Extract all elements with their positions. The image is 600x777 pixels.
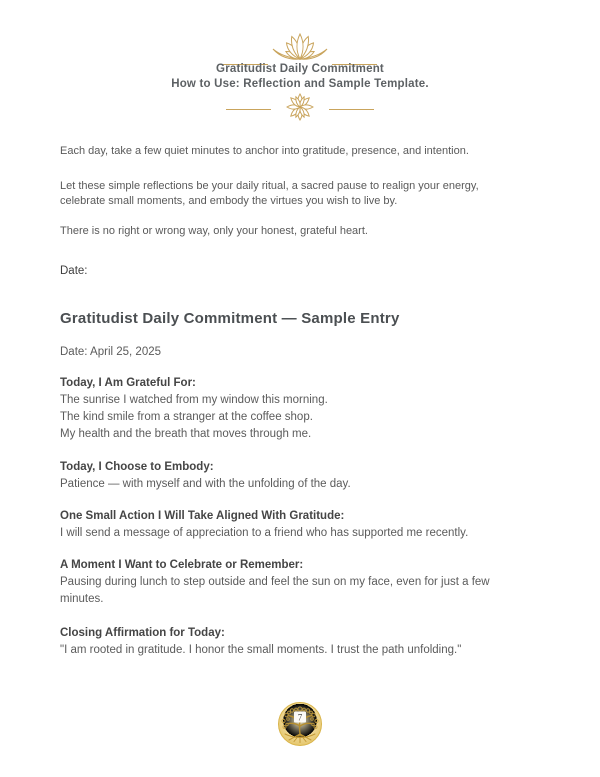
intro-paragraph-1: Each day, take a few quiet minutes to anchor into gratitude, presence, and intention. <box>60 145 469 157</box>
section-line: Patience — with myself and with the unfolding of the day. <box>60 478 351 490</box>
paragraph-line: celebrate small moments, and embody the virtues you wish to live by. <box>60 195 398 207</box>
tree-of-life-icon <box>277 701 323 747</box>
ornament-line-left <box>226 109 271 110</box>
section-line: The sunrise I watched from my window this morning. <box>60 394 328 406</box>
sample-entry-heading: Gratitudist Daily Commitment — Sample Entry <box>60 310 400 327</box>
section-moment-to-celebrate <box>60 557 544 608</box>
section-label: Today, I Choose to Embody: <box>60 461 214 473</box>
page-number: 7 <box>297 712 303 723</box>
page-subtitle: How to Use: Reflection and Sample Template. <box>171 78 429 90</box>
lotus-flower-icon <box>268 33 332 65</box>
paragraph-line: Let these simple reflections be your daily ritual, a sacred pause to realign your energy, <box>60 180 479 192</box>
section-label: One Small Action I Will Take Aligned With Gratitude: <box>60 510 345 522</box>
section-line: My health and the breath that moves through me. <box>60 428 312 440</box>
section-label: Today, I Am Grateful For: <box>60 377 196 389</box>
sample-entry-date: Date: April 25, 2025 <box>60 346 162 358</box>
section-closing-affirmation <box>60 625 544 659</box>
section-grateful-for <box>60 375 544 443</box>
page-title: Gratitudist Daily Commitment <box>216 63 384 75</box>
intro-paragraph-2 <box>60 179 544 209</box>
section-label: Closing Affirmation for Today: <box>60 627 225 639</box>
header-ornament-bottom <box>0 93 600 126</box>
section-choose-to-embody <box>60 459 544 493</box>
page-number-badge <box>277 701 323 747</box>
intro-paragraph-3: There is no right or wrong way, only your honest, grateful heart. <box>60 225 368 237</box>
lotus-mandala-icon <box>271 93 329 126</box>
section-line: I will send a message of appreciation to a friend who has supported me recently. <box>60 527 469 539</box>
ornament-line-right <box>329 109 374 110</box>
section-line: minutes. <box>60 593 104 605</box>
header-ornament-top <box>0 33 600 65</box>
section-line: Pausing during lunch to step outside and feel the sun on my face, even for just a few <box>60 576 490 588</box>
date-field-label: Date: <box>60 265 88 277</box>
section-line: The kind smile from a stranger at the coffee shop. <box>60 411 313 423</box>
section-line: "I am rooted in gratitude. I honor the small moments. I trust the path unfolding." <box>60 644 462 656</box>
section-small-action <box>60 508 544 542</box>
section-label: A Moment I Want to Celebrate or Remember: <box>60 559 304 571</box>
